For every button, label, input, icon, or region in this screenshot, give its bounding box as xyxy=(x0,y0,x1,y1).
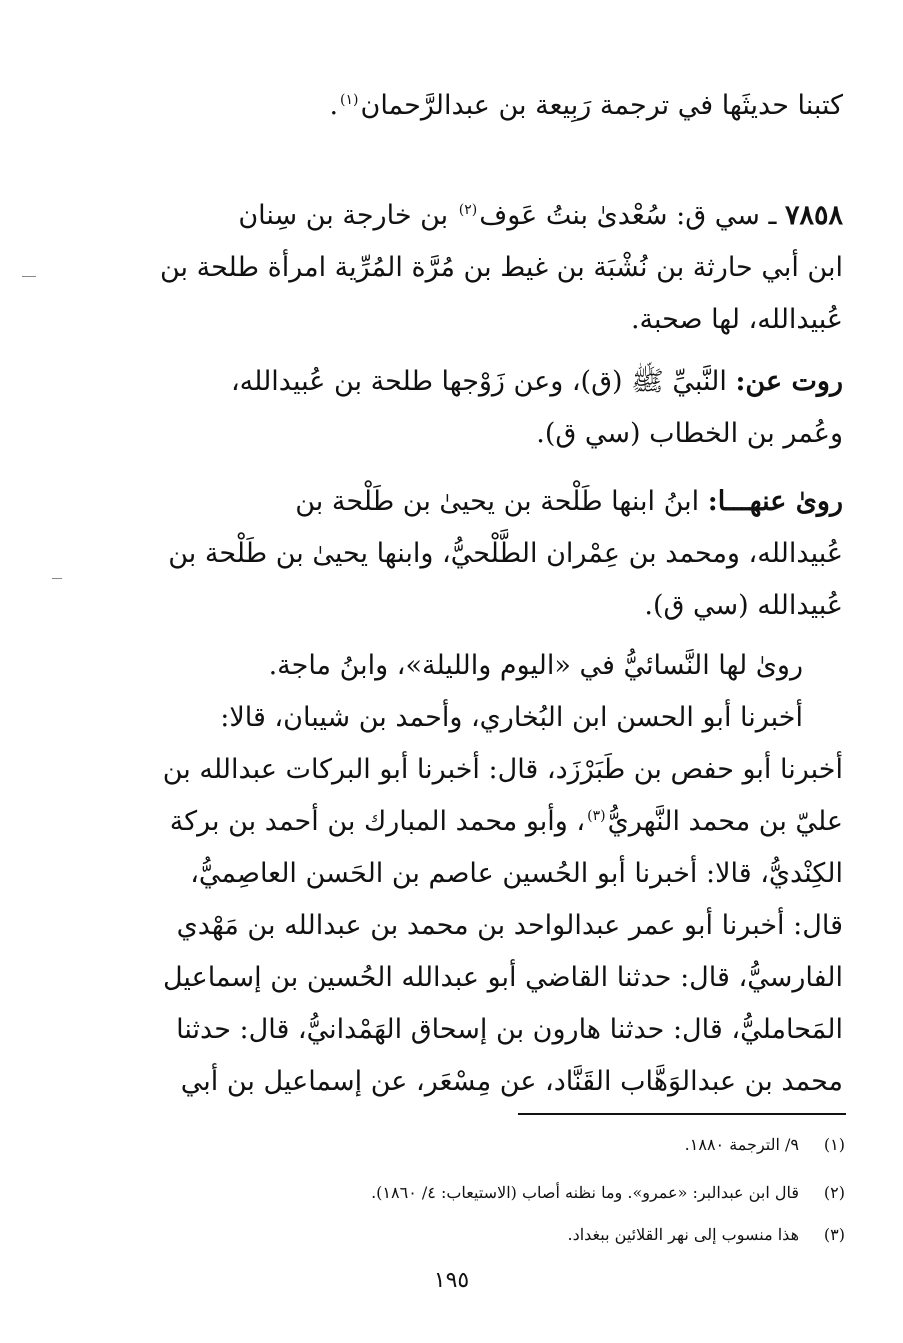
footnote-divider xyxy=(518,1113,846,1115)
paragraph-continuation xyxy=(133,80,843,132)
text-line: ٧٨٥٨ ـ سي ق: سُعْدىٰ بنتُ عَوف$^{(٢)}$ بن خارجة بن سِنان xyxy=(238,200,843,231)
entry-number: ٧٨٥٨ xyxy=(784,200,843,231)
narrated-from-paragraph xyxy=(133,356,843,460)
text-line: كتبنا حديثَها في ترجمة رَبِيعة بن عبدالرَّحمان$^{(١)}$. xyxy=(329,90,843,121)
text-line: ابن أبي حارثة بن نُشْبَة بن غيط بن مُرَّة المُرِّية امرأة طلحة بن xyxy=(160,252,843,283)
entry-heading-paragraph xyxy=(133,190,843,346)
text-line: روت عن: النَّبيِّ ﷺ (ق)، وعن زَوْجها طلحة بن عُبيدالله، xyxy=(230,366,843,397)
section-label: روىٰ عنهـــا: xyxy=(707,486,843,517)
footnote-ref: (١) xyxy=(340,92,359,108)
footnote-1: (١)٩/ الترجمة ١٨٨٠. xyxy=(684,1135,845,1154)
footnote-ref: (٢) xyxy=(458,202,478,218)
text-line: روىٰ عنهـــا: ابنُ ابنها طَلْحة بن يحيىٰ بن طَلْحة بن xyxy=(295,486,843,517)
text-line: أخبرنا أبو حفص بن طَبَرْزَد، قال: أخبرنا أبو البركات عبدالله بن xyxy=(162,754,843,785)
text-line: المَحامليُّ، قال: حدثنا هارون بن إسحاق الهَمْدانيُّ، قال: حدثنا xyxy=(176,1014,843,1045)
page-number: ١٩٥ xyxy=(433,1268,470,1293)
text-line: قال: أخبرنا أبو عمر عبدالواحد بن محمد بن عبدالله بن مَهْدي xyxy=(176,910,843,941)
scan-edge-mark xyxy=(52,578,62,579)
text-line: عُبيدالله، لها صحبة. xyxy=(630,304,843,335)
footnote-3: (٣)هذا منسوب إلى نهر القلائين ببغداد. xyxy=(567,1225,845,1244)
text-line: الكِنْديُّ، قالا: أخبرنا أبو الحُسين عاصم بن الحَسن العاصِميُّ، xyxy=(190,858,843,889)
text-line: أخبرنا أبو الحسن ابن البُخاري، وأحمد بن شيبان، قالا: xyxy=(220,702,803,733)
footnote-2: (٢)قال ابن عبدالبر: «عمرو». وما نظنه أصاب (الاستيعاب: ٤/ ١٨٦٠). xyxy=(371,1183,845,1202)
text-line: محمد بن عبدالوَهَّاب القَنَّاد، عن مِسْعَر، عن إسماعيل بن أبي xyxy=(180,1066,843,1097)
text-line: الفارسيُّ، قال: حدثنا القاضي أبو عبدالله الحُسين بن إسماعيل xyxy=(162,962,843,993)
text-line: وعُمر بن الخطاب (سي ق). xyxy=(536,418,843,449)
section-label: روت عن: xyxy=(735,366,843,397)
footnote-ref: (٣) xyxy=(587,808,606,824)
text-line: عُبيدالله (سي ق). xyxy=(644,590,843,621)
narrated-by-paragraph xyxy=(133,476,843,632)
isnad-paragraph xyxy=(133,640,843,1108)
text-line: روىٰ لها النَّسائيُّ في «اليوم والليلة»، وابنُ ماجة. xyxy=(268,650,803,681)
text-line: عليّ بن محمد النَّهريُّ$^{(٣)}$، وأبو محمد المبارك بن أحمد بن بركة xyxy=(169,806,843,837)
text-line: عُبيدالله، ومحمد بن عِمْران الطَّلْحيُّ، وابنها يحيىٰ بن طَلْحة بن xyxy=(168,538,843,569)
scan-edge-mark xyxy=(22,276,36,277)
